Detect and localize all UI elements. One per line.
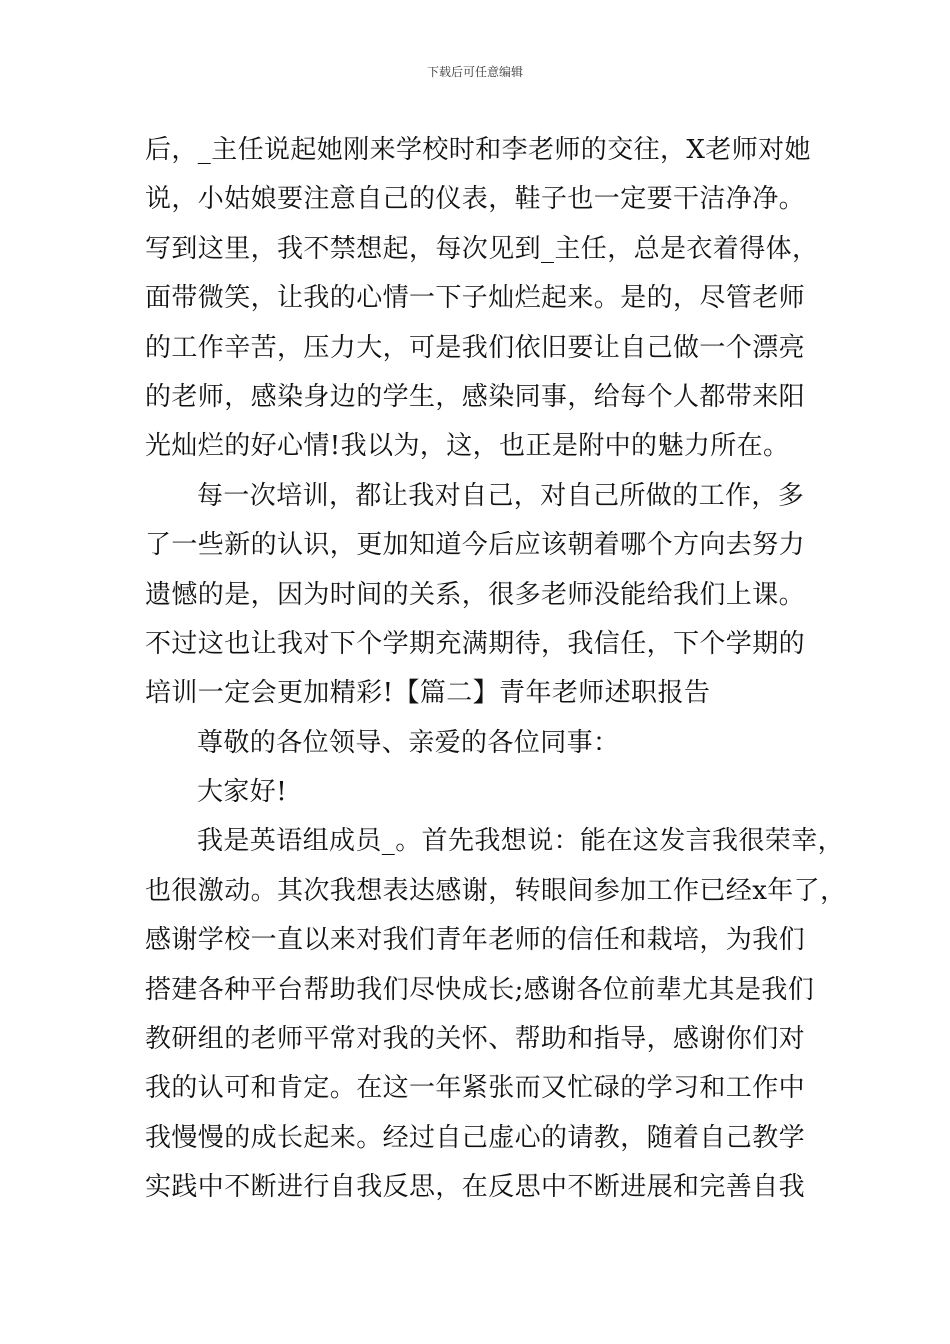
text-line: 实践中不断进行自我反思，在反思中不断进展和完善自我 [145, 1172, 806, 1203]
text-line: 我慢慢的成长起来。经过自己虚心的请教，随着自己教学 [145, 1122, 806, 1153]
salutation-line: 尊敬的各位领导、亲爱的各位同事： [197, 727, 620, 758]
paragraph-start-line: 每一次培训，都让我对自己，对自己所做的工作，多 [197, 480, 805, 511]
text-line: 也很激动。其次我想表达感谢，转眼间参加工作已经x年了， [145, 875, 847, 906]
text-line: 不过这也让我对下个学期充满期待，我信任，下个学期的 [145, 628, 806, 659]
text-line: 遗憾的是，因为时间的关系，很多老师没能给我们上课。 [145, 579, 806, 610]
text-line: 我的认可和肯定。在这一年紧张而又忙碌的学习和工作中 [145, 1073, 806, 1104]
text-line: 教研组的老师平常对我的关怀、帮助和指导，感谢你们对 [145, 1024, 806, 1055]
text-line: 的老师，感染身边的学生，感染同事，给每个人都带来阳 [145, 381, 806, 412]
text-line: 了一些新的认识，更加知道今后应该朝着哪个方向去努力 [145, 530, 806, 561]
text-line: 的工作辛苦，压力大，可是我们依旧要让自己做一个漂亮 [145, 332, 806, 363]
text-line: 培训一定会更加精彩!【篇二】青年老师述职报告 [145, 678, 711, 709]
greeting-line: 大家好! [197, 777, 288, 808]
text-line: 感谢学校一直以来对我们青年老师的信任和栽培，为我们 [145, 925, 806, 956]
text-line: 搭建各种平台帮助我们尽快成长;感谢各位前辈尤其是我们 [145, 974, 815, 1005]
paragraph-start-line: 我是英语组成员_。首先我想说：能在这发言我很荣幸， [197, 826, 845, 857]
page-header: 下载后可任意编辑 [426, 65, 523, 79]
text-line: 说，小姑娘要注意自己的仪表，鞋子也一定要干洁净净。 [145, 184, 806, 215]
text-line: 后，_主任说起她刚来学校时和李老师的交往，X老师对她 [145, 135, 811, 165]
text-line: 面带微笑，让我的心情一下子灿烂起来。是的，尽管老师 [145, 283, 806, 314]
document-body [145, 126, 847, 1213]
text-line: 写到这里，我不禁想起，每次见到_主任，总是衣着得体， [145, 233, 819, 264]
text-line: 光灿烂的好心情!我以为，这，也正是附中的魅力所在。 [145, 431, 790, 462]
